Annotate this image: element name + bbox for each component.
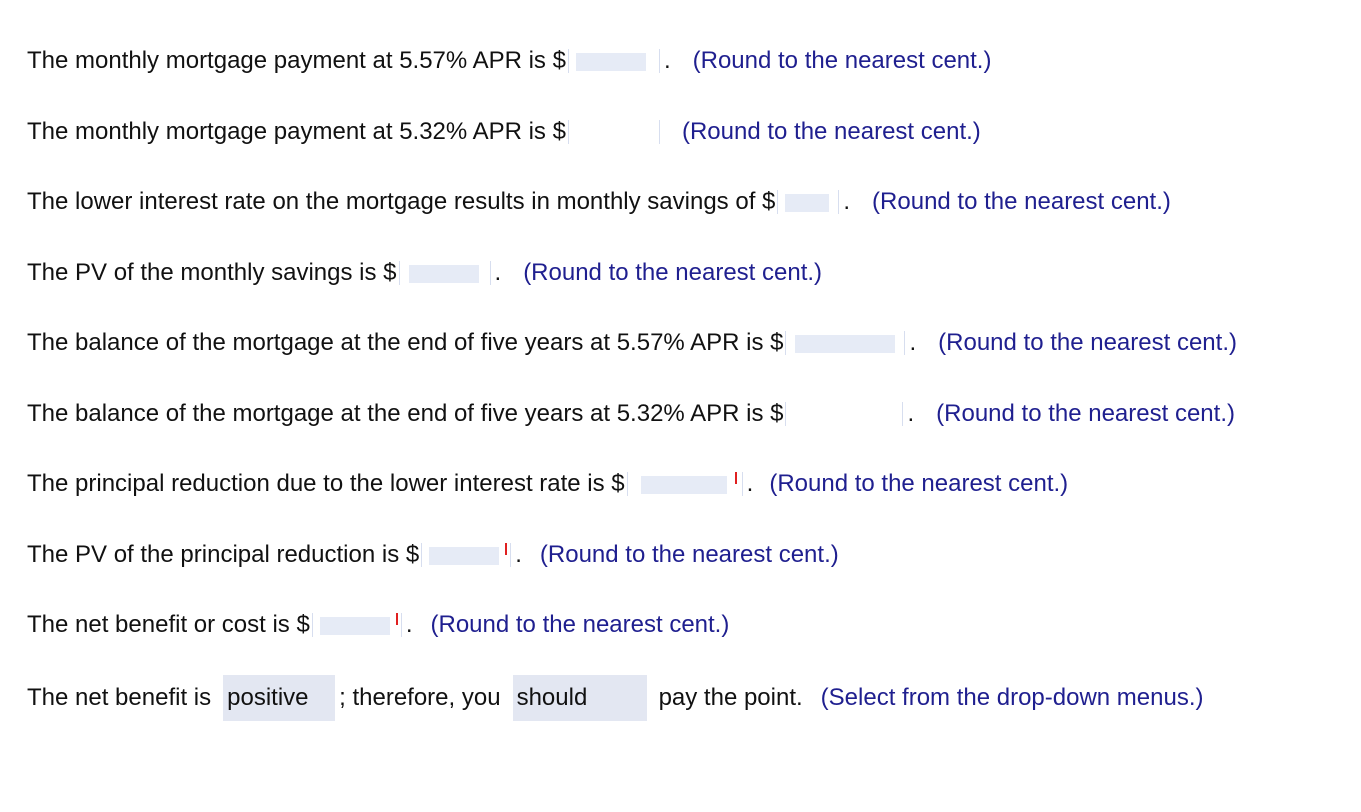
round-hint: (Round to the nearest cent.) bbox=[769, 470, 1069, 497]
question-label: The lower interest rate on the mortgage results in monthly savings of $ bbox=[27, 188, 776, 215]
question-row-8 bbox=[27, 535, 839, 575]
question-row-6 bbox=[27, 394, 1235, 434]
answer-input-principal-reduction[interactable] bbox=[627, 468, 743, 500]
question-label: The monthly mortgage payment at 5.32% APR is $ bbox=[27, 118, 566, 145]
period: . bbox=[909, 329, 917, 356]
answer-input-pv-principal-reduction[interactable] bbox=[421, 539, 511, 571]
answer-input-pv-monthly-savings[interactable] bbox=[399, 257, 491, 289]
conclusion-suffix: pay the point. bbox=[658, 684, 803, 711]
question-row-4 bbox=[27, 253, 822, 293]
recommendation-dropdown[interactable]: should bbox=[513, 675, 647, 721]
period: . bbox=[663, 47, 671, 74]
period: . bbox=[843, 188, 851, 215]
question-row-1 bbox=[27, 41, 991, 81]
round-hint: (Round to the nearest cent.) bbox=[681, 118, 981, 145]
period: . bbox=[907, 400, 915, 427]
answer-input-balance-532[interactable] bbox=[785, 398, 903, 430]
period: . bbox=[746, 470, 754, 497]
round-hint: (Round to the nearest cent.) bbox=[936, 400, 1235, 427]
answer-input-balance-557[interactable] bbox=[785, 327, 905, 359]
conclusion-middle: ; therefore, you bbox=[339, 684, 501, 711]
question-label: The balance of the mortgage at the end of five years at 5.57% APR is $ bbox=[27, 329, 784, 356]
question-row-7 bbox=[27, 464, 1068, 504]
question-row-5 bbox=[27, 323, 1237, 363]
answer-input-monthly-payment-532[interactable] bbox=[568, 116, 660, 148]
question-row-9 bbox=[27, 605, 729, 645]
question-label: The net benefit or cost is $ bbox=[27, 611, 310, 638]
question-label: The principal reduction due to the lower interest rate is $ bbox=[27, 470, 625, 497]
round-hint: (Round to the nearest cent.) bbox=[539, 541, 839, 568]
period: . bbox=[515, 541, 522, 568]
dropdown-hint: (Select from the drop-down menus.) bbox=[820, 684, 1204, 711]
round-hint: (Round to the nearest cent.) bbox=[692, 47, 992, 74]
benefit-sign-dropdown[interactable]: positive bbox=[223, 675, 335, 721]
answer-input-monthly-savings[interactable] bbox=[777, 186, 839, 218]
question-row-2 bbox=[27, 112, 981, 152]
question-label: The PV of the principal reduction is $ bbox=[27, 541, 420, 568]
round-hint: (Round to the nearest cent.) bbox=[872, 188, 1171, 215]
round-hint: (Round to the nearest cent.) bbox=[938, 329, 1237, 356]
conclusion-row bbox=[27, 675, 1204, 721]
period: . bbox=[494, 259, 502, 286]
question-label: The PV of the monthly savings is $ bbox=[27, 259, 397, 286]
question-row-3 bbox=[27, 182, 1171, 222]
conclusion-prefix: The net benefit is bbox=[27, 684, 212, 711]
period: . bbox=[405, 611, 413, 638]
question-label: The balance of the mortgage at the end of five years at 5.32% APR is $ bbox=[27, 400, 784, 427]
round-hint: (Round to the nearest cent.) bbox=[523, 259, 823, 286]
answer-input-monthly-payment-557[interactable] bbox=[568, 45, 660, 77]
question-label: The monthly mortgage payment at 5.57% APR is $ bbox=[27, 47, 566, 74]
answer-input-net-benefit[interactable] bbox=[312, 609, 402, 641]
round-hint: (Round to the nearest cent.) bbox=[430, 611, 730, 638]
